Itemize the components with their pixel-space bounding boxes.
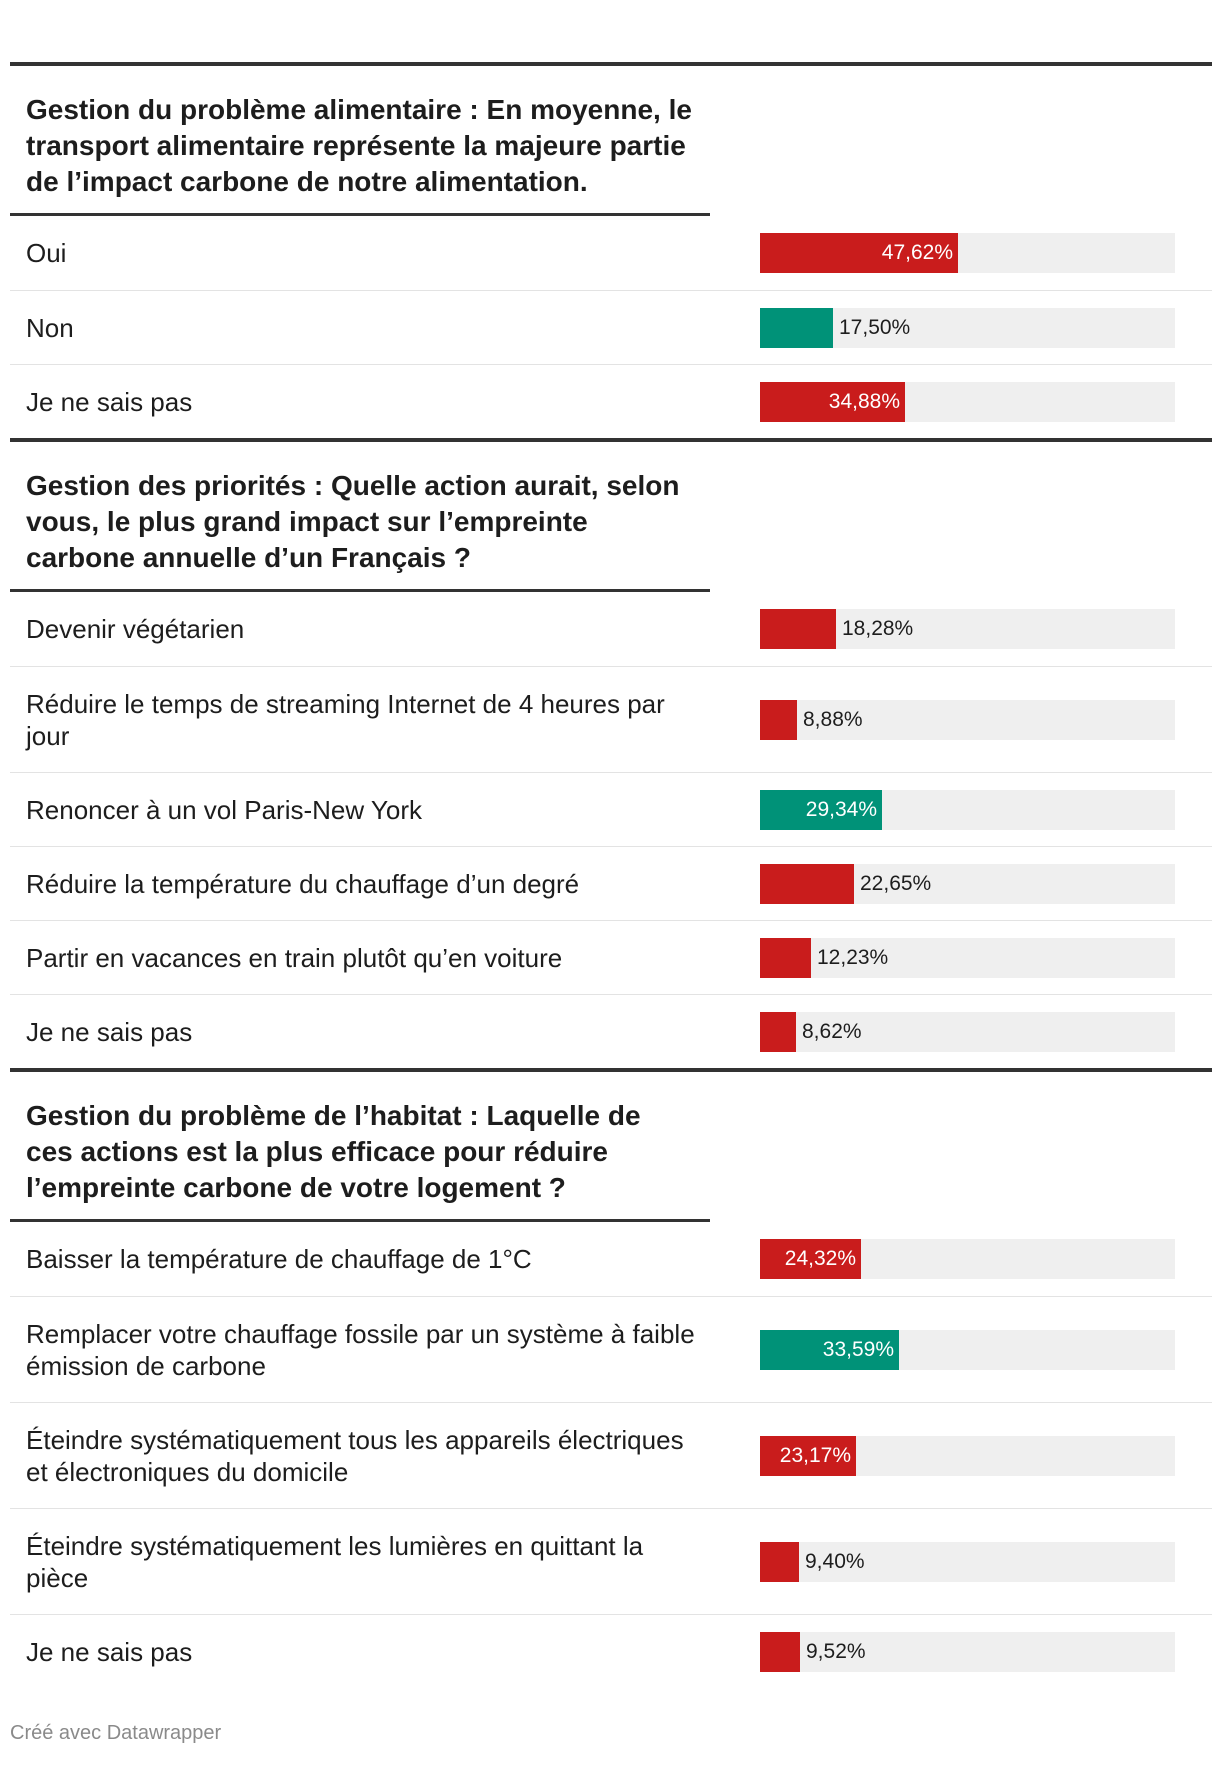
answer-row: [10, 1614, 1212, 1688]
value-label: 33,59%: [822, 1337, 894, 1361]
bar-track: [760, 938, 1175, 978]
bar-track: [760, 382, 1175, 422]
answer-row: [10, 666, 1212, 772]
answer-label: Non: [26, 312, 74, 343]
answer-row: [10, 920, 1212, 994]
answer-label: Remplacer votre chauffage fossile par un système à faible émission de carbone: [26, 1318, 695, 1381]
answer-row: [10, 216, 1212, 290]
answer-row: [10, 1222, 1212, 1296]
answer-row: [10, 772, 1212, 846]
answer-label: Partir en vacances en train plutôt qu’en voiture: [26, 942, 563, 973]
answer-label: Réduire le temps de streaming Internet de 4 heures par jour: [26, 688, 665, 751]
answer-row: [10, 364, 1212, 438]
value-label: 47,62%: [881, 241, 953, 264]
answer-label: Éteindre systématiquement tous les appareils électriques et électroniques du domicile: [26, 1424, 684, 1487]
value-label: 17,50%: [839, 315, 911, 339]
answer-row: [10, 1508, 1212, 1614]
bar: [760, 700, 797, 740]
bar: [760, 1542, 799, 1582]
value-label: 12,23%: [817, 945, 889, 969]
bar-track: [760, 1632, 1175, 1672]
bar-track: [760, 1239, 1175, 1279]
answer-row: [10, 846, 1212, 920]
bar: [760, 609, 836, 649]
answer-label: Je ne sais pas: [26, 1636, 193, 1667]
bar-track: [760, 233, 1175, 273]
answer-label: Je ne sais pas: [26, 386, 193, 417]
value-label: 8,88%: [803, 707, 863, 731]
value-label: 9,52%: [806, 1639, 866, 1663]
value-label: 9,40%: [805, 1549, 865, 1573]
answer-label: Oui: [26, 238, 67, 268]
bar-track: [760, 864, 1175, 904]
question-section: [10, 438, 1212, 1068]
bar-track: [760, 790, 1175, 830]
bar: [760, 938, 811, 978]
answer-row: [10, 290, 1212, 364]
bar-track: [760, 1330, 1175, 1370]
answer-label: Renoncer à un vol Paris-New York: [26, 794, 422, 825]
value-label: 23,17%: [779, 1443, 851, 1467]
value-label: 24,32%: [784, 1247, 856, 1270]
answer-row: [10, 1296, 1212, 1402]
bar-track: [760, 700, 1175, 740]
datawrapper-credit: Créé avec Datawrapper: [10, 1722, 222, 1744]
answer-label: Devenir végétarien: [26, 614, 245, 644]
answer-row: [10, 994, 1212, 1068]
value-label: 8,62%: [802, 1019, 862, 1043]
answer-row: [10, 1402, 1212, 1508]
bar: [760, 864, 854, 904]
answer-label: Réduire la température du chauffage d’un degré: [26, 868, 580, 899]
value-label: 18,28%: [842, 617, 914, 640]
value-label: 22,65%: [860, 871, 932, 895]
bar: [760, 1012, 796, 1052]
answer-label: Baisser la température de chauffage de 1°C: [26, 1244, 532, 1274]
bar-track: [760, 1542, 1175, 1582]
bar-track: [760, 308, 1175, 348]
question-title: Gestion du problème de l’habitat : Laquelle de ces actions est la plus efficace pour réduire l’empreinte carbone de votre logement ?: [10, 1072, 710, 1222]
answer-label: Éteindre systématiquement les lumières en quittant la pièce: [26, 1530, 644, 1593]
bar-track: [760, 609, 1175, 649]
answer-label: Je ne sais pas: [26, 1016, 193, 1047]
bar-track: [760, 1012, 1175, 1052]
value-label: 29,34%: [805, 797, 877, 821]
question-section: [10, 1068, 1212, 1688]
bar-track: [760, 1436, 1175, 1476]
question-section: [10, 62, 1212, 438]
question-title: Gestion du problème alimentaire : En moyenne, le transport alimentaire représente la majeure partie de l’impact carbone de notre alimentation.: [10, 66, 710, 216]
quiz-results-chart: [10, 62, 1212, 1688]
value-label: 34,88%: [828, 389, 900, 413]
question-title: Gestion des priorités : Quelle action aurait, selon vous, le plus grand impact sur l’empreinte carbone annuelle d’un Français ?: [10, 442, 710, 592]
answer-row: [10, 592, 1212, 666]
bar-correct: [760, 308, 833, 348]
bar: [760, 1632, 800, 1672]
